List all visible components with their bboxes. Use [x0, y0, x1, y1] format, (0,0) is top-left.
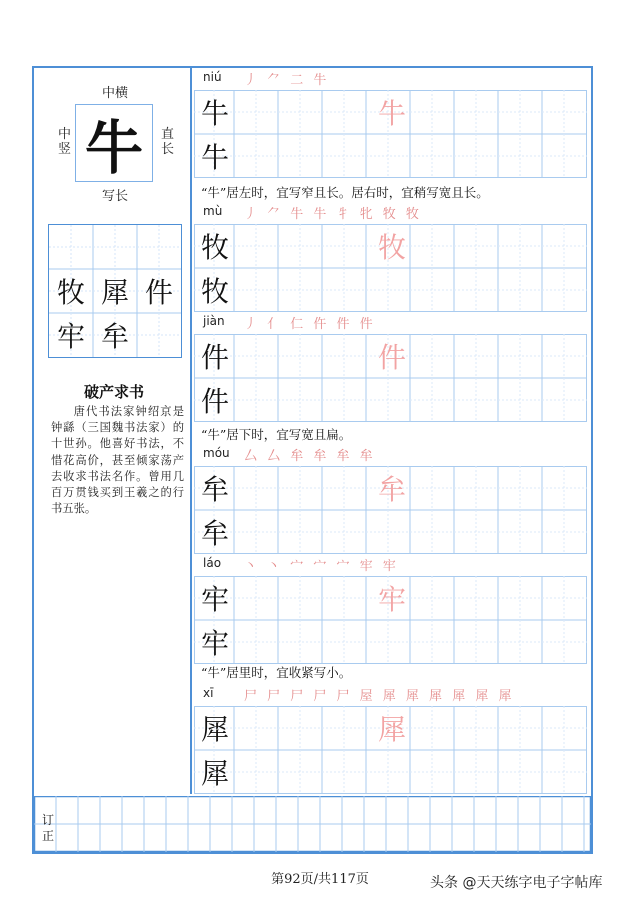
writing-tip: “牛”居下时，宜写宽且扁。 — [201, 427, 352, 442]
practice-row — [194, 706, 587, 794]
pinyin: láo — [203, 556, 222, 570]
pinyin-row — [194, 204, 587, 222]
pinyin: xī — [203, 686, 214, 700]
example-char: 牟 — [100, 320, 129, 353]
trace-char: 牧 — [377, 231, 406, 264]
pinyin: mù — [203, 204, 223, 218]
template-char: 牢 — [200, 627, 229, 660]
right-annotation: 直长 — [161, 127, 175, 157]
story-text-block — [51, 404, 184, 517]
bottom-annotation: 写长 — [102, 189, 129, 204]
practice-row — [194, 90, 587, 178]
trace-char: 牛 — [377, 97, 406, 130]
template-char: 牧 — [200, 231, 229, 264]
correction-grid — [34, 796, 591, 852]
stroke-order: 丶 丶 宀 宀 宀 牢 牢 — [244, 559, 399, 574]
practice-row — [194, 334, 587, 422]
trace-char: 件 — [377, 341, 406, 374]
writing-tip: “牛”居左时，宜写窄且长。居右时，宜稍写宽且长。 — [201, 185, 489, 200]
main-character: 牛 — [84, 114, 143, 182]
example-char: 牢 — [56, 320, 85, 353]
pinyin-row — [194, 314, 587, 332]
pinyin: móu — [203, 446, 230, 460]
pinyin: jiàn — [203, 314, 225, 328]
template-char: 牟 — [200, 517, 229, 550]
writing-tip: “牛”居里时，宜收紧写小。 — [201, 665, 352, 680]
template-char: 犀 — [200, 757, 229, 790]
pinyin-row — [194, 70, 587, 88]
template-char: 犀 — [200, 713, 229, 746]
left-annotation: 中竖 — [58, 127, 72, 157]
template-char: 牧 — [200, 275, 229, 308]
practice-row — [194, 466, 587, 554]
example-grid — [48, 224, 182, 358]
stroke-order: 丿 ⺈ 牛 牛 牜 牝 牧 牧 — [244, 207, 422, 222]
template-char: 件 — [200, 341, 229, 374]
stroke-order: 丿 ⺈ 二 牛 — [244, 73, 330, 88]
stroke-order: 尸 尸 尸 尸 尸 屋 犀 犀 犀 犀 犀 犀 — [244, 689, 515, 704]
pinyin: niú — [203, 70, 222, 84]
page-number: 第92页/共117页 — [271, 872, 369, 887]
top-annotation: 中横 — [102, 86, 129, 101]
practice-row — [194, 576, 587, 664]
story-text: 唐代书法家钟绍京是钟繇（三国魏书法家）的十世孙。他喜好书法，不惜花高价，甚至倾家荡产去收求书法名作。曾用几百万贯钱买到王羲之的行书五张。 — [51, 405, 184, 516]
pinyin-row — [194, 556, 587, 574]
template-char: 牛 — [200, 97, 229, 130]
template-char: 件 — [200, 385, 229, 418]
example-char: 犀 — [100, 276, 129, 309]
pinyin-row — [194, 686, 587, 704]
practice-row — [194, 224, 587, 312]
pinyin-row — [194, 446, 587, 464]
trace-char: 犀 — [377, 713, 406, 746]
template-char: 牟 — [200, 473, 229, 506]
trace-char: 牟 — [377, 473, 406, 506]
main-character-box — [75, 104, 153, 182]
example-char: 牧 — [56, 276, 85, 309]
watermark: 头条 @天天练字电子字帖库 — [430, 875, 603, 891]
template-char: 牢 — [200, 583, 229, 616]
correction-row — [34, 796, 591, 852]
trace-char: 牢 — [377, 583, 406, 616]
correction-label: 订正 — [42, 813, 55, 843]
stroke-order: 厶 厶 牟 牟 牟 牟 — [244, 449, 376, 464]
template-char: 牛 — [200, 141, 229, 174]
story-title: 破产求书 — [83, 383, 144, 401]
example-char: 件 — [144, 276, 173, 309]
stroke-order: 丿 亻 仁 仵 件 件 — [244, 317, 376, 332]
